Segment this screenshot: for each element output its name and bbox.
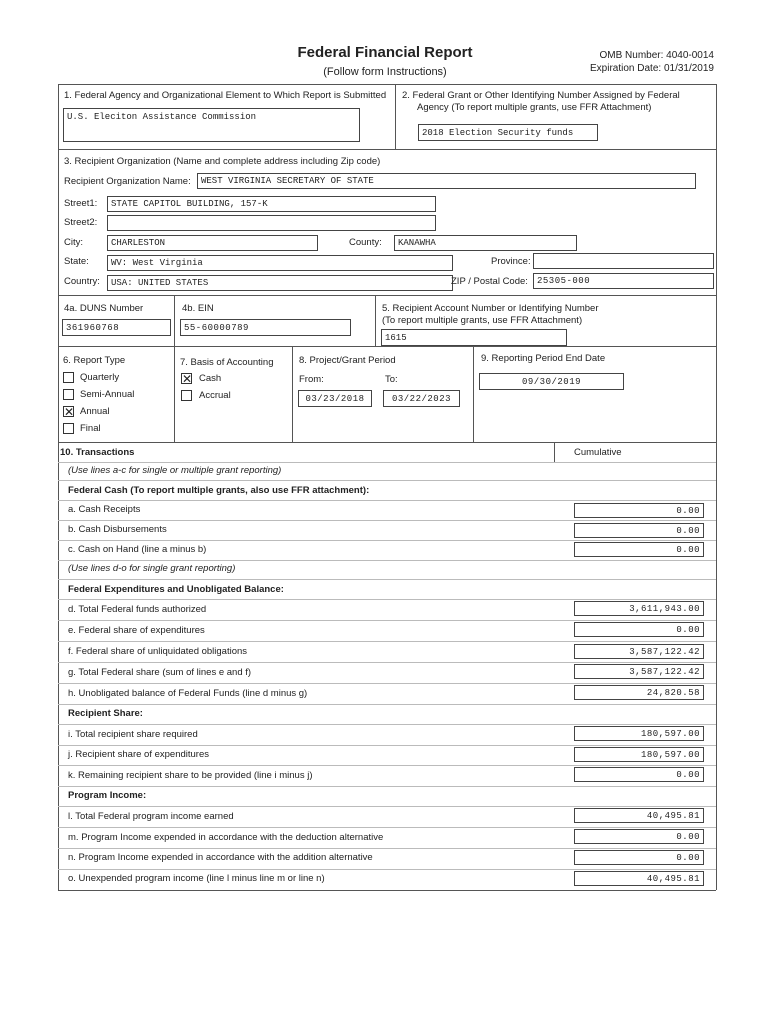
divider-7-8 — [292, 346, 293, 442]
accrual-label: Accrual — [199, 390, 231, 401]
section2-label-2: Agency (To report multiple grants, use FFR Attachment) — [417, 102, 652, 113]
state-label: State: — [64, 256, 89, 267]
line-a-label: a. Cash Receipts — [68, 504, 141, 515]
row-line — [58, 599, 716, 600]
cumulative-label: Cumulative — [574, 447, 622, 458]
street2-field[interactable] — [107, 215, 436, 231]
recipient-share-heading: Recipient Share: — [68, 708, 143, 719]
line-d-label: d. Total Federal funds authorized — [68, 604, 207, 615]
to-label: To: — [385, 374, 398, 385]
cash-checkbox[interactable]: ✕ — [182, 372, 193, 386]
line-b-label: b. Cash Disbursements — [68, 524, 167, 535]
country-field[interactable]: USA: UNITED STATES — [107, 275, 453, 291]
duns-field[interactable]: 361960768 — [62, 319, 171, 336]
frame-top — [58, 84, 716, 85]
row-line — [58, 560, 716, 561]
county-field[interactable]: KANAWHA — [394, 235, 577, 251]
annual-checkbox[interactable]: ✕ — [64, 405, 75, 419]
line-o-value[interactable]: 40,495.81 — [574, 871, 704, 886]
row-line — [58, 683, 716, 684]
divider-6-7 — [174, 346, 175, 442]
row-line — [58, 641, 716, 642]
omb-info — [590, 49, 714, 75]
period-end-label: 9. Reporting Period End Date — [481, 353, 606, 364]
state-field[interactable]: WV: West Virginia — [107, 255, 453, 271]
line-o-label: o. Unexpended program income (line l minus line m or line n) — [68, 873, 325, 884]
line-e-label: e. Federal share of expenditures — [68, 625, 205, 636]
note-lines-d-o: (Use lines d-o for single grant reporting) — [68, 563, 236, 574]
divider-4b-5 — [375, 295, 376, 346]
federal-cash-heading: Federal Cash (To report multiple grants, also use FFR attachment): — [68, 485, 370, 496]
account-number-field[interactable]: 1615 — [381, 329, 567, 346]
row-line — [58, 620, 716, 621]
section5-label-1: 5. Recipient Account Number or Identifying Number — [382, 303, 599, 314]
line-k-value[interactable]: 0.00 — [574, 767, 704, 782]
divider-row4 — [58, 346, 716, 347]
row-line — [58, 724, 716, 725]
county-label: County: — [349, 237, 382, 248]
city-field[interactable]: CHARLESTON — [107, 235, 318, 251]
semi-annual-checkbox[interactable] — [63, 389, 74, 400]
section5-label-2: (To report multiple grants, use FFR Attachment) — [382, 315, 583, 326]
cash-label: Cash — [199, 373, 222, 384]
row-line — [58, 704, 716, 705]
row-line — [58, 745, 716, 746]
frame-left — [58, 84, 59, 890]
from-label: From: — [299, 374, 324, 385]
line-g-value[interactable]: 3,587,122.42 — [574, 664, 704, 679]
expiration-date: Expiration Date: 01/31/2019 — [590, 63, 714, 74]
row-line — [58, 806, 716, 807]
section1-label: 1. Federal Agency and Organizational Element to Which Report is Submitted — [64, 90, 387, 101]
quarterly-label: Quarterly — [80, 372, 120, 383]
row-line — [58, 540, 716, 541]
ein-field[interactable]: 55-60000789 — [180, 319, 351, 336]
line-e-value[interactable]: 0.00 — [574, 622, 704, 637]
final-label: Final — [80, 423, 101, 434]
street1-label: Street1: — [64, 198, 98, 209]
final-checkbox[interactable] — [63, 423, 74, 434]
form-subtitle: (Follow form Instructions) — [323, 66, 447, 78]
divider-row3 — [58, 295, 716, 296]
line-l-value[interactable]: 40,495.81 — [574, 808, 704, 823]
line-m-value[interactable]: 0.00 — [574, 829, 704, 844]
note-lines-a-c: (Use lines a-c for single or multiple grant reporting) — [68, 465, 282, 476]
frame-right — [716, 84, 717, 890]
province-field[interactable] — [533, 253, 714, 269]
agency-field[interactable]: U.S. Eleciton Assistance Commission — [63, 108, 360, 142]
street1-field[interactable]: STATE CAPITOL BUILDING, 157-K — [107, 196, 436, 212]
row-line — [58, 462, 716, 463]
province-label: Province: — [491, 256, 531, 267]
row-line — [58, 662, 716, 663]
line-h-value[interactable]: 24,820.58 — [574, 685, 704, 700]
duns-label: 4a. DUNS Number — [64, 303, 144, 314]
federal-expenditures-heading: Federal Expenditures and Unobligated Balance: — [68, 584, 284, 595]
period-from-field[interactable]: 03/23/2018 — [298, 390, 372, 407]
divider-cumulative — [554, 442, 555, 462]
divider-row5 — [58, 442, 716, 443]
row-line — [58, 480, 716, 481]
zip-field[interactable]: 25305-000 — [533, 273, 714, 289]
line-a-value[interactable]: 0.00 — [574, 503, 704, 518]
basis-label: 7. Basis of Accounting — [180, 357, 274, 368]
quarterly-checkbox[interactable] — [63, 372, 74, 383]
org-name-label: Recipient Organization Name: — [64, 176, 191, 187]
line-f-value[interactable]: 3,587,122.42 — [574, 644, 704, 659]
line-i-value[interactable]: 180,597.00 — [574, 726, 704, 741]
period-end-field[interactable]: 09/30/2019 — [479, 373, 624, 390]
line-c-label: c. Cash on Hand (line a minus b) — [68, 544, 207, 555]
program-income-heading: Program Income: — [68, 790, 147, 801]
line-j-value[interactable]: 180,597.00 — [574, 747, 704, 762]
divider-row2 — [58, 149, 716, 150]
line-h-label: h. Unobligated balance of Federal Funds (line d minus g) — [68, 688, 308, 699]
divider-8-9 — [473, 346, 474, 442]
row-line — [58, 827, 716, 828]
row-line — [58, 869, 716, 870]
street2-label: Street2: — [64, 217, 98, 228]
period-to-field[interactable]: 03/22/2023 — [383, 390, 460, 407]
grant-number-field[interactable]: 2018 Election Security funds — [418, 124, 598, 141]
section3-label: 3. Recipient Organization (Name and complete address including Zip code) — [64, 156, 381, 167]
report-type-label: 6. Report Type — [63, 355, 126, 366]
form-title: Federal Financial Report — [297, 44, 473, 61]
line-i-label: i. Total recipient share required — [68, 729, 198, 740]
transactions-title: 10. Transactions — [60, 447, 135, 458]
line-d-value[interactable]: 3,611,943.00 — [574, 601, 704, 616]
line-n-value[interactable]: 0.00 — [574, 850, 704, 865]
line-n-label: n. Program Income expended in accordance with the addition alternative — [68, 852, 373, 863]
divider-4a-4b — [174, 295, 175, 346]
grant-period-label: 8. Project/Grant Period — [299, 355, 396, 366]
semi-annual-label: Semi-Annual — [80, 389, 135, 400]
zip-label: ZIP / Postal Code: — [451, 276, 528, 287]
accrual-checkbox[interactable] — [181, 390, 192, 401]
annual-label: Annual — [80, 406, 110, 417]
line-c-value[interactable]: 0.00 — [574, 542, 704, 557]
line-m-label: m. Program Income expended in accordance with the deduction alternative — [68, 832, 384, 843]
line-l-label: l. Total Federal program income earned — [68, 811, 234, 822]
line-j-label: j. Recipient share of expenditures — [68, 749, 209, 760]
org-name-field[interactable]: WEST VIRGINIA SECRETARY OF STATE — [197, 173, 696, 189]
city-label: City: — [64, 237, 83, 248]
line-b-value[interactable]: 0.00 — [574, 523, 704, 538]
row-line — [58, 579, 716, 580]
country-label: Country: — [64, 276, 100, 287]
omb-number: OMB Number: 4040-0014 — [599, 50, 714, 61]
row-line — [58, 786, 716, 787]
row-line — [58, 500, 716, 501]
line-k-label: k. Remaining recipient share to be provided (line i minus j) — [68, 770, 313, 781]
row-line — [58, 520, 716, 521]
line-g-label: g. Total Federal share (sum of lines e and f) — [68, 667, 252, 678]
line-f-label: f. Federal share of unliquidated obligations — [68, 646, 248, 657]
section2-label-1: 2. Federal Grant or Other Identifying Number Assigned by Federal — [402, 90, 680, 101]
row-line — [58, 765, 716, 766]
divider-1-2 — [395, 84, 396, 149]
ein-label: 4b. EIN — [182, 303, 214, 314]
row-line — [58, 848, 716, 849]
frame-bottom — [58, 890, 716, 891]
